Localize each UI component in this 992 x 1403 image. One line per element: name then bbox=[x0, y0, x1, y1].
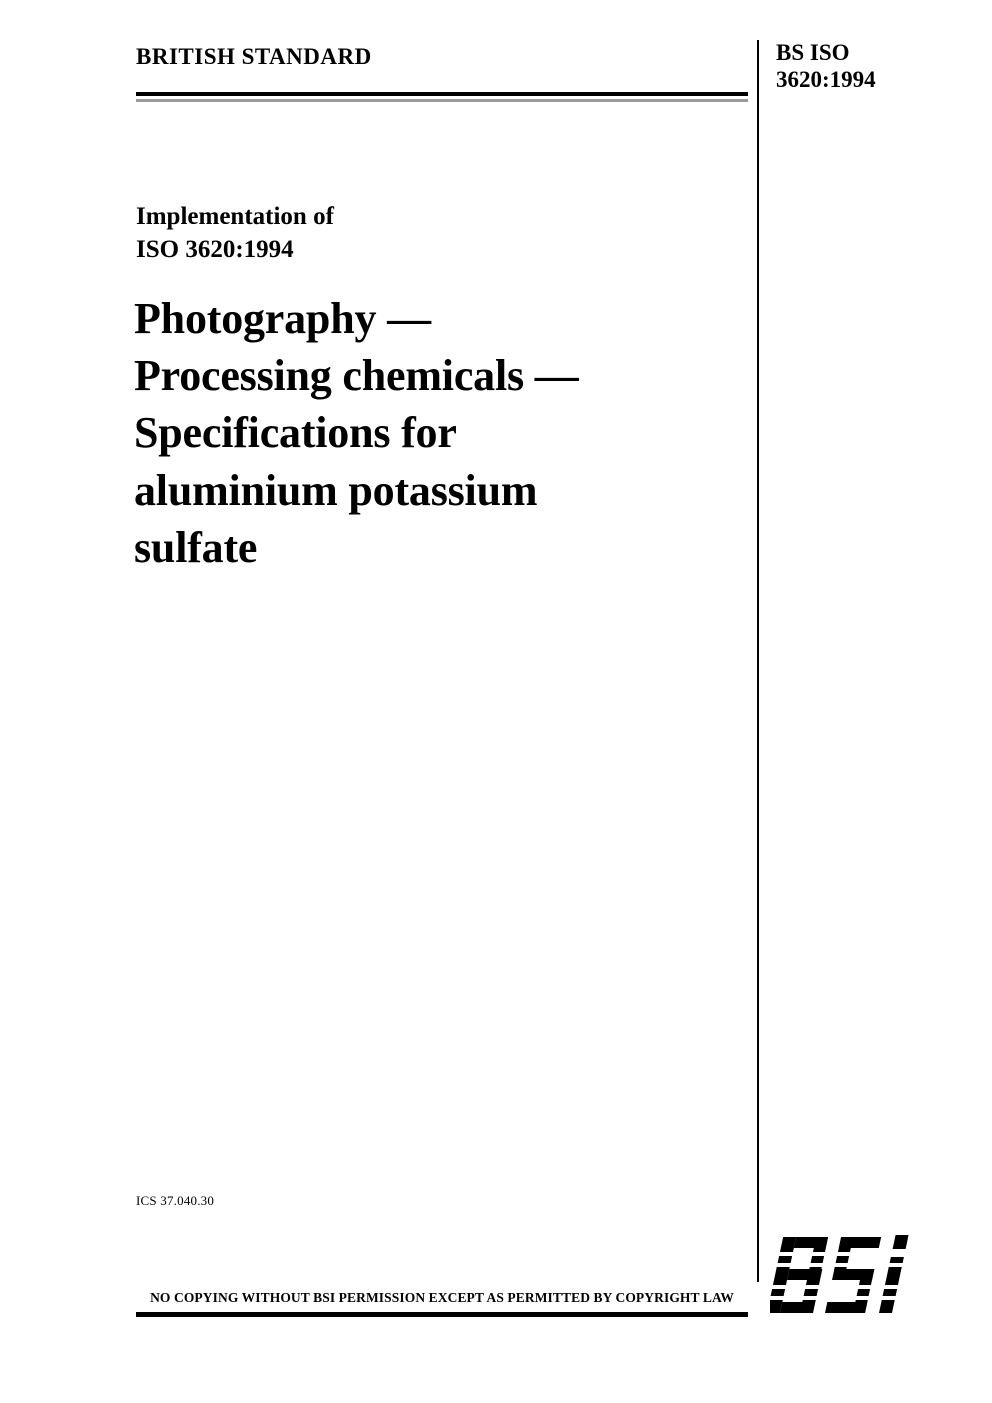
bsi-logo bbox=[770, 1233, 950, 1317]
page-title-line3: Specifications for bbox=[134, 408, 457, 458]
page-title-line5: sulfate bbox=[134, 522, 258, 572]
page-title-line2: Processing chemicals — bbox=[134, 351, 579, 401]
page-title bbox=[134, 290, 754, 576]
implementation-line1: Implementation of bbox=[136, 203, 334, 230]
ics-code: ICS 37.040.30 bbox=[136, 1193, 215, 1208]
page-title-line4: aluminium potassium bbox=[134, 465, 538, 515]
standard-label: BRITISH STANDARD bbox=[136, 44, 372, 69]
implementation-line2: ISO 3620:1994 bbox=[136, 236, 294, 264]
implementation-block bbox=[136, 200, 736, 267]
header-rule-black bbox=[136, 92, 748, 96]
document-reference-line1: BS ISO bbox=[776, 40, 850, 65]
footer-rule bbox=[136, 1312, 748, 1317]
copyright-notice: NO COPYING WITHOUT BSI PERMISSION EXCEPT AS PERMITTED BY COPYRIGHT LAW bbox=[150, 1290, 734, 1305]
document-reference bbox=[776, 40, 976, 93]
vertical-divider bbox=[757, 40, 759, 1282]
page-title-line1: Photography — bbox=[134, 294, 431, 343]
document-reference-line2: 3620:1994 bbox=[776, 66, 876, 92]
header-rule-grey bbox=[136, 99, 748, 102]
